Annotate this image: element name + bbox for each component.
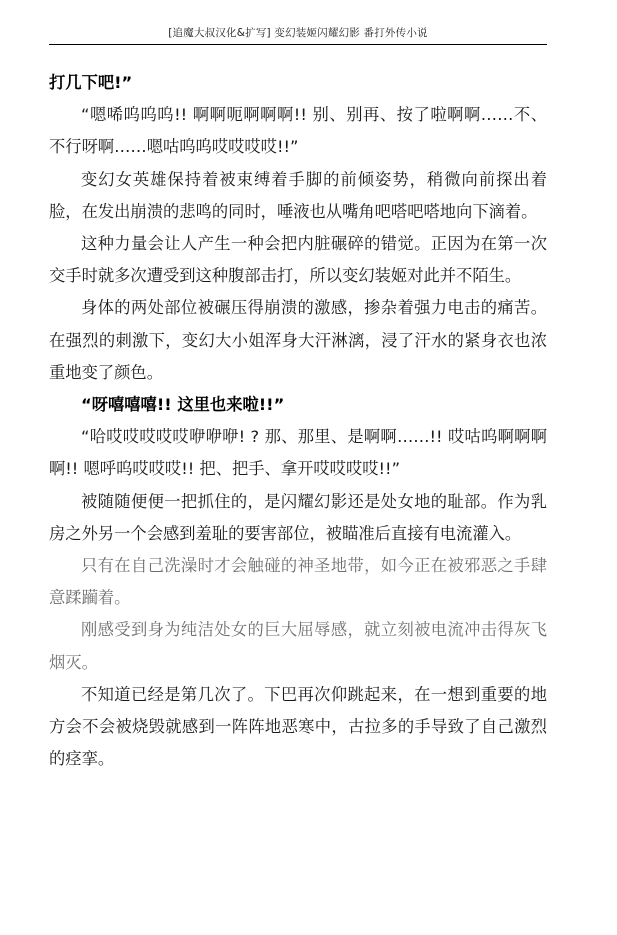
- paragraph-dialogue: “嗯唏呜呜呜!! 啊啊呃啊啊啊!! 别、别再、按了啦啊啊……不、不行呀啊……嗯咕呜呜哎哎哎哎!!”: [49, 105, 547, 157]
- paragraph-bold-line: 打几下吧!”: [49, 73, 133, 92]
- header-divider: [49, 44, 547, 45]
- paragraph: 不知道已经是第几次了。下巴再次仰跳起来，在一想到重要的地方会不会被烧毁就感到一阵阵地恶寒中，古拉多的手导致了自己激烈的痉挛。: [49, 684, 547, 769]
- paragraph: 身体的两处部位被碾压得崩溃的激感，掺杂着强力电击的痛苦。在强烈的刺激下，变幻大小姐浑身大汗淋漓，浸了汗水的紧身衣也浓重地变了颜色。: [49, 298, 547, 382]
- paragraph: 这种力量会让人产生一种会把内脏碾碎的错觉。正因为在第一次交手时就多次遭受到这种腹部击打，所以变幻装姬对此并不陌生。: [49, 234, 547, 286]
- paragraph: 变幻女英雄保持着被束缚着手脚的前倾姿势，稍微向前探出着脸，在发出崩溃的悲鸣的同时，唾液也从嘴角吧嗒吧嗒地向下滴着。: [49, 169, 547, 221]
- paragraph-faded: 只有在自己洗澡时才会触碰的神圣地带，如今正在被邪恶之手肆意蹂躏着。: [49, 556, 547, 608]
- document-body: [49, 67, 547, 775]
- paragraph-dialogue: “哈哎哎哎哎哎咿咿咿! ? 那、那里、是啊啊……!! 哎咕呜啊啊啊啊!! 嗯呼呜哎哎哎!! 把、把手、拿开哎哎哎哎!!”: [49, 427, 547, 479]
- paragraph-faded: 刚感受到身为纯洁处女的巨大屈辱感，就立刻被电流冲击得灰飞烟灭。: [49, 620, 547, 672]
- page-header: [追魔大叔汉化&扩写] 变幻装姬闪耀幻影 番打外传小说: [168, 27, 428, 39]
- paragraph: 被随随便便一把抓住的，是闪耀幻影还是处女地的耻部。作为乳房之外另一个会感到羞耻的要害部位，被瞄准后直接有电流灌入。: [49, 491, 547, 543]
- paragraph-bold-dialogue: “呀嘻嘻嘻!! 这里也来啦!!”: [81, 395, 285, 415]
